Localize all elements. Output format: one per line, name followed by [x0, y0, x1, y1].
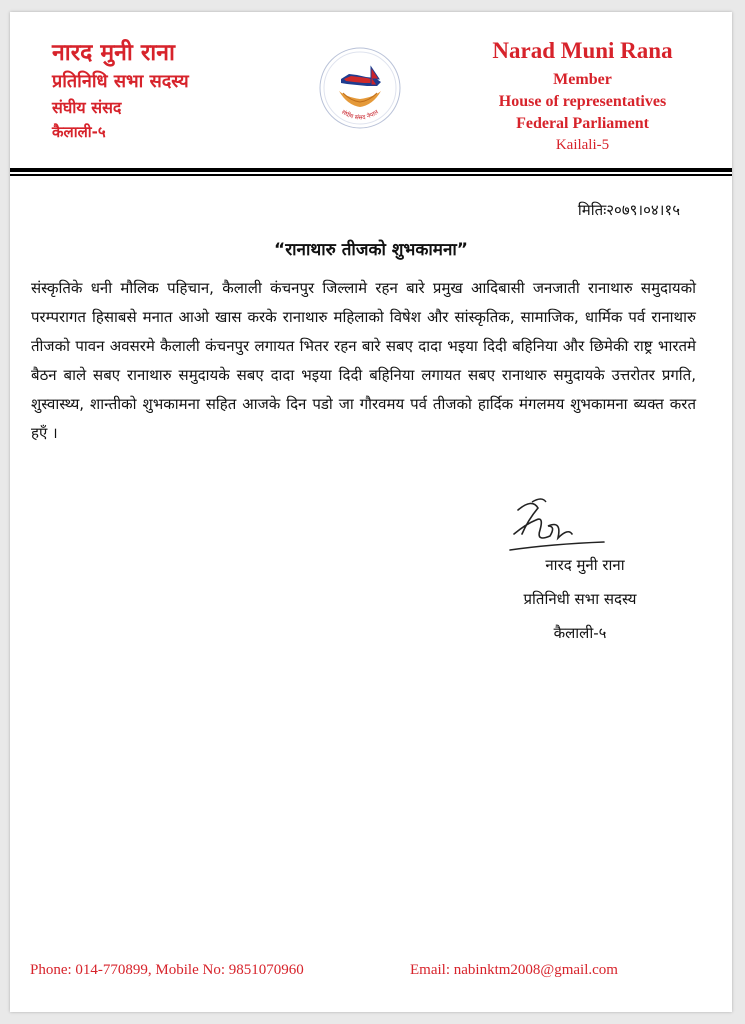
letterhead-page — [10, 12, 732, 1012]
footer-phone: Phone: 014-770899, Mobile No: 9851070960 — [30, 962, 304, 978]
header-divider-thin — [10, 174, 732, 176]
signoff-role: प्रतिनिधी सभा सदस्य — [523, 590, 637, 608]
emblem-text: संघीय संसद नेपाल — [340, 108, 380, 122]
parliament-emblem-icon — [319, 47, 401, 129]
role-nepali: प्रतिनिधि सभा सदस्य — [52, 71, 189, 93]
name-nepali: नारद मुनी राना — [52, 40, 175, 66]
header-english — [460, 38, 705, 154]
letter-date: मितिः२०७९।०४।१५ — [577, 201, 680, 219]
header-divider-thick — [10, 168, 732, 172]
name-english: Narad Muni Rana — [492, 38, 673, 63]
parliament-nepali: संघीय संसद — [52, 98, 122, 118]
district-english: Kailali-5 — [555, 137, 610, 153]
letter-body: संस्कृतिके धनी मौलिक पहिचान, कैलाली कंचनपुर जिल्लामे रहन बारे प्रमुख आदिबासी जनजाती रानाथारु समुदायको परम्परागत हिसाबसे मनात आओ खास करके रानाथारु महिलाको विषेश और सांस्कृतिक, सामाजिक, धार्मिक पर्व रानाथारु तीजको पावन अवसरमे कैलाली कंचनपुर लगायत भितर रहन बारे सबए दादा भइया दिदी बहिनिया और छिमेकी राष्ट्र भारतमे बैठन बाले सबए रानाथारु समुदायके सबए दादा भइया दिदी बहिनिया लगायत सबए रानाथारु समुदायके उत्तरोतर प्रगति, शुस्वास्थ्य, शान्तीको शुभकामना सहित आजके दिन पडो जा गौरवमय पर्व तीजको हार्दिक मंगलमय शुभकामना ब्यक्त करत हएँ । — [31, 279, 696, 442]
role-english: Member — [553, 71, 612, 88]
parliament-english: Federal Parliament — [516, 115, 649, 132]
house-english: House of representatives — [498, 93, 667, 110]
district-nepali: कैलाली-५ — [52, 122, 106, 141]
signoff-name: नारद मुनी राना — [545, 556, 625, 574]
header-nepali — [52, 40, 312, 141]
letter-title: “रानाथारु तीजको शुभकामना” — [274, 240, 468, 260]
signoff-district: कैलाली-५ — [553, 624, 607, 642]
footer-email: Email: nabinktm2008@gmail.com — [410, 962, 618, 978]
signoff-block — [480, 548, 680, 650]
